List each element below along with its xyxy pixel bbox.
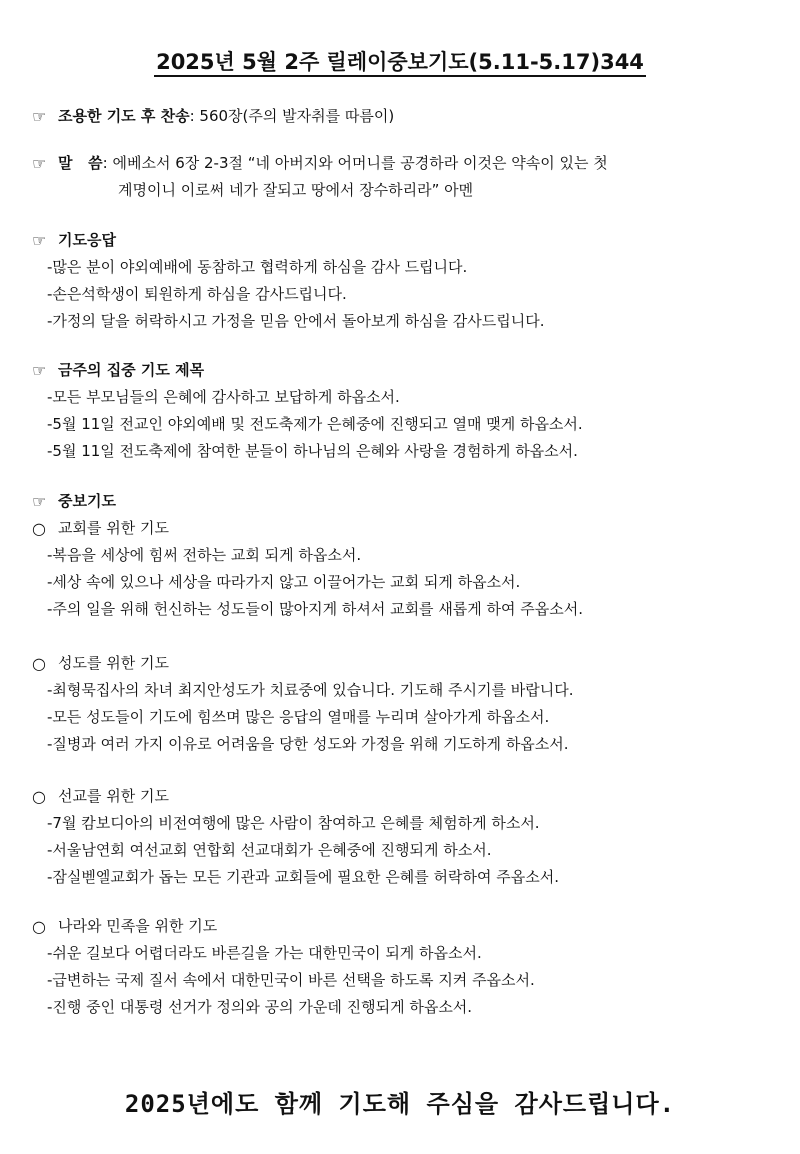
circle-bullet-icon: ○ — [32, 787, 46, 806]
pointing-hand-icon: ☞ — [32, 154, 47, 173]
hymn-text: : 560장(주의 발자취를 따름이) — [189, 107, 395, 125]
group-title-nation: 나라와 민족을 위한 기도 — [58, 917, 218, 935]
circle-bullet-icon: ○ — [32, 917, 46, 936]
list-item: -질병과 여러 가지 이유로 어려움을 당한 성도와 가정을 위해 기도하게 하옵소서. — [47, 735, 569, 753]
list-item: -가정의 달을 허락하시고 가정을 믿음 안에서 돌아보게 하심을 감사드립니다. — [47, 312, 545, 330]
hymn-section — [32, 103, 772, 130]
list-item: -손은석학생이 퇴원하게 하심을 감사드립니다. — [47, 285, 347, 303]
nation-group — [32, 913, 772, 1021]
list-item: -7월 캄보디아의 비전여행에 많은 사람이 참여하고 은혜를 체험하게 하소서. — [47, 814, 540, 832]
scripture-label: 말 씀 — [58, 154, 103, 172]
pointing-hand-icon: ☞ — [32, 492, 47, 511]
circle-bullet-icon: ○ — [32, 519, 46, 538]
list-item: -복음을 세상에 힘써 전하는 교회 되게 하옵소서. — [47, 546, 362, 564]
group-title-saints: 성도를 위한 기도 — [58, 654, 169, 672]
pointing-hand-icon: ☞ — [32, 361, 47, 380]
answers-section — [32, 227, 772, 335]
list-item: -많은 분이 야외예배에 동참하고 협력하게 하심을 감사 드립니다. — [47, 258, 468, 276]
intercession-label: 중보기도 — [58, 492, 116, 510]
focus-label: 금주의 집중 기도 제목 — [58, 361, 205, 379]
list-item: -진행 중인 대통령 선거가 정의와 공의 가운데 진행되게 하옵소서. — [47, 998, 473, 1016]
saints-group — [32, 650, 772, 758]
group-title-church: 교회를 위한 기도 — [58, 519, 169, 537]
circle-bullet-icon: ○ — [32, 654, 46, 673]
list-item: -모든 성도들이 기도에 힘쓰며 많은 응답의 열매를 누리며 살아가게 하옵소서. — [47, 708, 550, 726]
hymn-label: 조용한 기도 후 찬송 — [58, 107, 190, 125]
group-title-mission: 선교를 위한 기도 — [58, 787, 169, 805]
page-title — [0, 46, 800, 76]
page-title-text: 2025년 5월 2주 릴레이중보기도(5.11-5.17)344 — [154, 50, 646, 77]
focus-section — [32, 357, 772, 465]
list-item: -서울남연회 여선교회 연합회 선교대회가 은혜중에 진행되게 하소서. — [47, 841, 492, 859]
answers-label: 기도응답 — [58, 231, 116, 249]
closing-message: 2025년에도 함께 기도해 주심을 감사드립니다. — [124, 1090, 676, 1118]
list-item: -쉬운 길보다 어렵더라도 바른길을 가는 대한민국이 되게 하옵소서. — [47, 944, 482, 962]
pointing-hand-icon: ☞ — [32, 107, 47, 126]
scripture-section — [32, 150, 772, 204]
list-item: -세상 속에 있으나 세상을 따라가지 않고 이끌어가는 교회 되게 하옵소서. — [47, 573, 521, 591]
list-item: -잠실벧엘교회가 돕는 모든 기관과 교회들에 필요한 은혜를 허락하여 주옵소서. — [47, 868, 560, 886]
list-item: -5월 11일 전도축제에 참여한 분들이 하나님의 은혜와 사랑을 경험하게 하옵소서. — [47, 442, 578, 460]
mission-group — [32, 783, 772, 891]
list-item: -급변하는 국제 질서 속에서 대한민국이 바른 선택을 하도록 지켜 주옵소서. — [47, 971, 535, 989]
intercession-section — [32, 488, 772, 623]
list-item: -5월 11일 전교인 야외예배 및 전도축제가 은혜중에 진행되고 열매 맺게 하옵소서. — [47, 415, 583, 433]
scripture-line-2: 계명이니 이로써 네가 잘되고 땅에서 장수하리라” 아멘 — [118, 181, 474, 199]
scripture-line-1: : 에베소서 6장 2-3절 “네 아버지와 어머니를 공경하라 이것은 약속이 있는 첫 — [102, 154, 608, 172]
list-item: -주의 일을 위해 헌신하는 성도들이 많아지게 하셔서 교회를 새롭게 하여 주옵소서. — [47, 600, 584, 618]
list-item: -최형묵집사의 차녀 최지안성도가 치료중에 있습니다. 기도해 주시기를 바랍니다. — [47, 681, 574, 699]
pointing-hand-icon: ☞ — [32, 231, 47, 250]
list-item: -모든 부모님들의 은혜에 감사하고 보답하게 하옵소서. — [47, 388, 400, 406]
